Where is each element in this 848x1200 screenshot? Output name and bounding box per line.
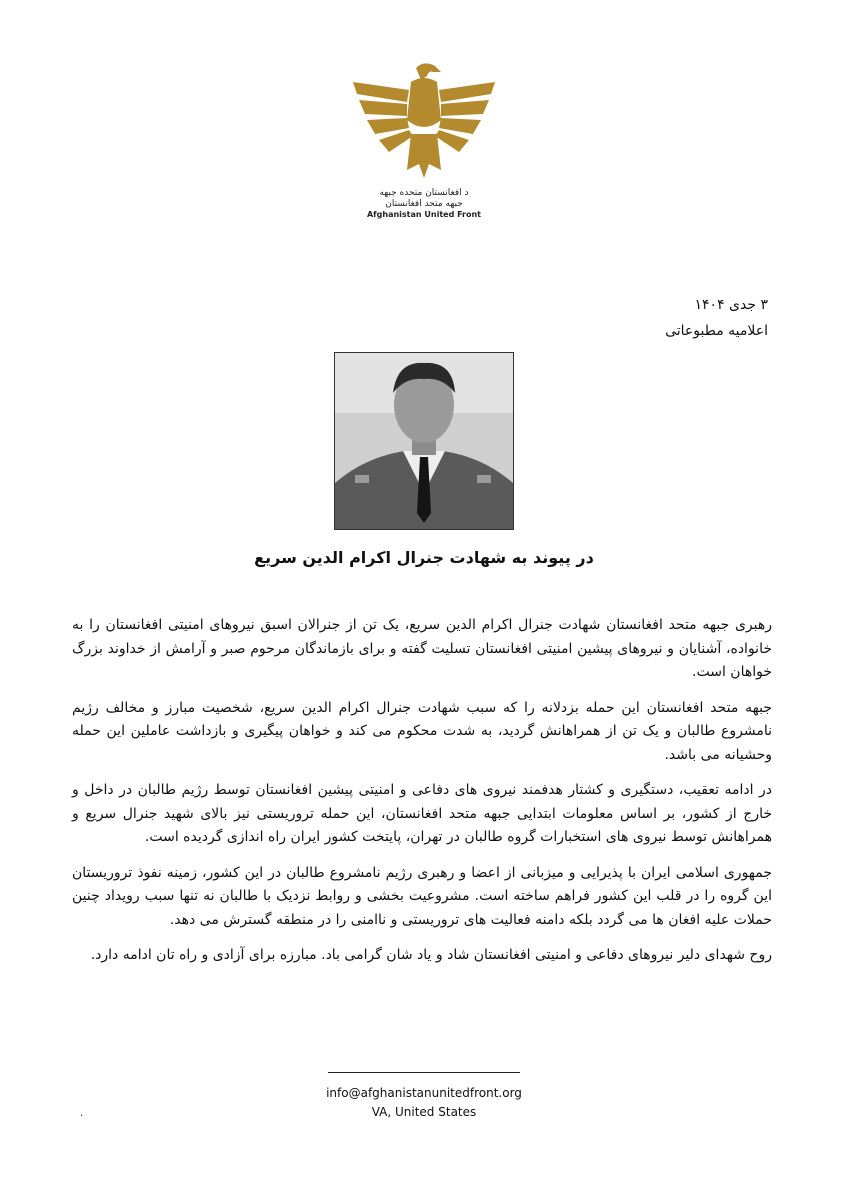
release-type: اعلامیه مطبوعاتی <box>665 323 768 339</box>
release-meta <box>665 292 768 344</box>
release-date: ۳ جدی ۱۴۰۴ <box>694 297 768 313</box>
footer-email[interactable]: info@afghanistanunitedfront.org <box>326 1086 522 1100</box>
paragraph: جمهوری اسلامی ایران با پذیرایی و میزبانی از اعضا و رهبری رژیم نامشروع طالبان در این کشور، زمینه نفوذ تروریستان این گروه را در قلب این کشور فراهم ساخته است. مشروعیت بخشی و روابط نزدیک با طالبان نه تنها سبب رویداد چنین حملات علیه افغان ها می گردد بلکه دامنه فعالیت های تروریستی و ناامنی را در منطقه گسترش می دهد. <box>72 864 772 928</box>
footer-location: VA, United States <box>371 1105 477 1119</box>
footer-divider <box>328 1072 520 1073</box>
paragraph: جبهه متحد افغانستان این حمله بزدلانه را که سبب شهادت جنرال اکرام الدین سریع، شخصیت مبارز و مخالف رژیم نامشروع طالبان و یک تن از همراهانش گردید، به شدت محکوم می کند و خواهان پیگیری و بازداشت عاملین این حمله وحشیانه می باشد. <box>72 699 772 763</box>
paragraph: روح شهدای دلیر نیروهای دفاعی و امنیتی افغانستان شاد و یاد شان گرامی باد. مبارزه برای آزادی و راه تان ادامه دارد. <box>90 947 772 963</box>
logo-text-english: Afghanistan United Front <box>366 210 481 219</box>
logo-text-pashto: د افغانستان متحده جبهه <box>379 188 469 198</box>
paragraph: رهبری جبهه متحد افغانستان شهادت جنرال اکرام الدین سریع، یک تن از جنرالان اسبق نیروهای امنیتی افغانستان را به خانواده، آشنایان و نیروهای پیشین امنیتی افغانستان تسلیت گفته و برای بازماندگان مرحوم صبر و آرامش از خداوند بزرگ خواهان است. <box>72 617 772 680</box>
body-text <box>72 614 772 980</box>
paragraph: در ادامه تعقیب، دستگیری و کشتار هدفمند نیروی های دفاعی و امنیتی پیشین افغانستان توسط رژیم طالبان در داخل و خارج از کشور، بر اساس معلومات ابتدایی جبهه متحد افغانستان، این حمله تروریستی نیز بالای شهید جنرال سریع و همراهانش توسط نیروی های استخبارات گروه طالبان در تهران، پایتخت کشور ایران راه اندازی گردیده است. <box>72 782 772 845</box>
organization-logo <box>344 60 504 220</box>
portrait-figure <box>335 353 513 529</box>
page-marker: . <box>80 1108 84 1119</box>
logo-text-dari: جبهه متحد افغانستان <box>385 199 463 209</box>
portrait-photo <box>334 352 514 530</box>
headline: در پیوند به شهادت جنرال اکرام الدین سریع <box>254 548 594 567</box>
footer <box>0 1084 848 1122</box>
eagle-emblem-icon <box>349 60 499 188</box>
